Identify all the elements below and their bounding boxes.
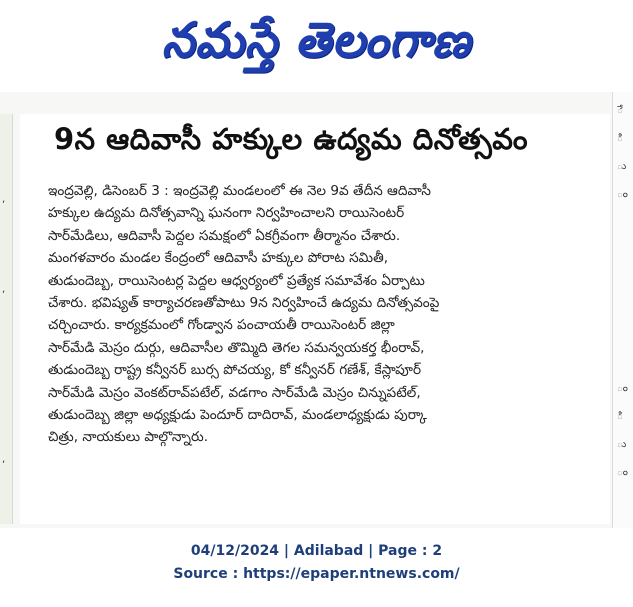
newspaper-logo: నమస్తే తెలంగాణ [161, 11, 472, 69]
source-link[interactable]: Source : https://epaper.ntnews.com/ [173, 566, 460, 582]
article-body-line: సార్‌మేడిలు, ఆదివాసీ పెద్దల సమక్షంలో ఏకగ్రీవంగా తీర్మానం చేశారు. [48, 227, 401, 244]
edition-info: 04/12/2024 | Adilabad | Page : 2 [190, 543, 443, 559]
news-article [20, 114, 610, 524]
clipping-area [0, 92, 633, 528]
article-body-line: ఇంద్రవెల్లి, డిసెంబర్ 3 : ఇంద్రవెల్లి మండలంలో ఈ నెల 9వ తేదీన ఆదివాసీ [48, 183, 431, 199]
adjacent-column-left: , , , [0, 114, 13, 524]
article-body-line: మంగళవారం మండల కేంద్రంలో ఆదివాసీ హక్కుల పోరాట సమితీ, [48, 250, 389, 267]
article-body-line: చేశారు. భవిష్యత్ కార్యాచరణతోపాటు 9న నిర్వహించే ఉద్యమ దినోత్సవంపై [48, 295, 440, 312]
source-footer [0, 540, 633, 586]
article-body [48, 180, 604, 449]
article-body-line: చర్చించారు. కార్యక్రమంలో గోండ్వాన పంచాయతీ రాయిసెంటర్ జిల్లా [48, 317, 395, 334]
article-body-line: తుడుందెబ్బ రాష్ట్ర కన్వీనర్ బుర్స పోచయ్య, కో కన్వీనర్ గణేశ్, కేస్లాపూర్ [48, 362, 422, 379]
article-headline: 9న ఆదివాసీ హక్కుల ఉద్యమ దినోత్సవం [54, 122, 529, 156]
masthead [0, 0, 633, 92]
article-body-line: సార్‌మేడి మెస్రం వెంకట్‌రావ్‌పటేల్, వడగాం సార్‌మేడి మెస్రం చిన్నుపటేల్, [48, 384, 421, 401]
article-body-line: సార్‌మేడి మెస్రం దుర్గు, ఆదివాసీల తొమ్మిది తెగల సమన్వయకర్త భీంరావ్, [48, 339, 425, 356]
article-body-line: తుడుందెబ్బ జిల్లా అధ్యక్షుడు పెందూర్ దాదిరావ్, మండలాధ్యక్షుడు పుర్కా [48, 407, 427, 424]
article-body-line: చిత్రు, నాయకులు పాల్గొన్నారు. [48, 429, 209, 446]
article-body-line: హక్కుల ఉద్యమ దినోత్సవాన్ని ఘనంగా నిర్వహించాలని రాయిసెంటర్ [48, 205, 405, 222]
adjacent-column-right: ే ి ు ం ం ి ు ం [612, 92, 633, 528]
article-body-line: తుడుందెబ్బ, రాయిసెంటర్ల పెద్దల ఆధ్వర్యంలో ప్రత్యేక సమావేశం ఏర్పాటు [48, 272, 425, 289]
